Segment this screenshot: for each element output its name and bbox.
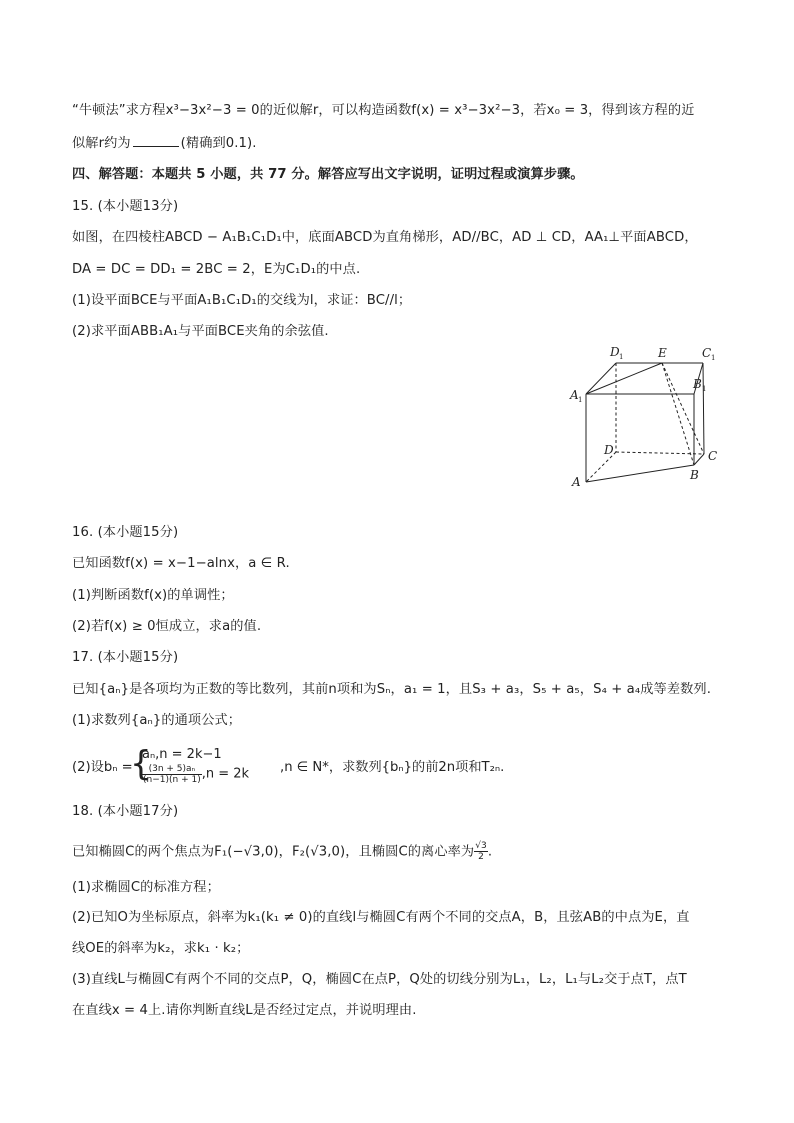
label-c: C <box>708 449 718 463</box>
answer-blank <box>133 133 179 147</box>
piecewise-brace: { <box>130 744 152 784</box>
question-18-part-2-line2: 线OE的斜率为k₂，求k₁ · k₂； <box>72 941 250 956</box>
label-b1: B <box>693 377 702 391</box>
fraction-numerator: √3 <box>475 841 487 851</box>
piecewise-case-1: aₙ,n = 2k−1 <box>142 747 222 762</box>
section-heading-4: 四、解答题：本题共 5 小题，共 77 分。解答应写出文字说明，证明过程或演算步骤。 <box>72 167 584 182</box>
label-e: E <box>658 346 667 360</box>
piecewise-case-2 <box>142 764 249 786</box>
fraction-numerator: (3n + 5)aₙ <box>142 764 202 775</box>
fill-in-question-line2 <box>72 133 257 154</box>
label-c1: C <box>702 346 712 360</box>
question-18-part-2-line1: (2)已知O为坐标原点，斜率为k₁(k₁ ≠ 0)的直线l与椭圆C有两个不同的交点A，B，且弦AB的中点为E，直 <box>72 910 690 925</box>
question-18-header: 18. (本小题17分) <box>72 804 179 819</box>
text: (精确到0.1). <box>180 136 257 151</box>
question-18-text <box>72 841 492 863</box>
text: 似解r约为 <box>72 136 131 151</box>
label-a: A <box>572 475 581 489</box>
label-a1: A <box>570 388 579 402</box>
question-17-header: 17. (本小题15分) <box>72 650 179 665</box>
question-17-part-1: (1)求数列{aₙ}的通项公式； <box>72 713 242 728</box>
question-18-part-1: (1)求椭圆C的标准方程； <box>72 880 220 895</box>
text: . <box>487 844 493 860</box>
text: 已知椭圆C的两个焦点为F₁(−√3,0)，F₂(√3,0)，且椭圆C的离心率为 <box>72 844 475 860</box>
label-d1: D <box>610 345 620 359</box>
question-15-part-2: (2)求平面ABB₁A₁与平面BCE夹角的余弦值. <box>72 324 329 339</box>
question-16-header: 16. (本小题15分) <box>72 525 179 540</box>
fraction-denominator: (n−1)(n + 1) <box>143 775 201 785</box>
case-2-condition: ,n = 2k <box>201 766 250 782</box>
question-15-text-2: DA = DC = DD₁ = 2BC = 2，E为C₁D₁的中点. <box>72 262 361 277</box>
question-15-text-1: 如图，在四棱柱ABCD − A₁B₁C₁D₁中，底面ABCD为直角梯形，AD//BC，AD ⊥ CD，AA₁⊥平面ABCD， <box>72 230 698 245</box>
prism-figure <box>566 340 736 490</box>
eccentricity-fraction <box>474 841 488 862</box>
label-c1-sub: 1 <box>711 354 716 362</box>
label-d: D <box>604 443 614 457</box>
question-16-part-2: (2)若f(x) ≥ 0恒成立，求a的值. <box>72 619 262 634</box>
fill-in-question-line1: “牛顿法”求方程x³−3x²−3 = 0的近似解r，可以构造函数f(x) = x³−3x²−3，若x₀ = 3，得到该方程的近 <box>72 103 695 118</box>
fraction-denominator: 2 <box>478 852 484 862</box>
question-16-text: 已知函数f(x) = x−1−alnx，a ∈ R. <box>72 556 290 571</box>
case-2-fraction <box>142 764 202 785</box>
label-b1-sub: 1 <box>702 385 707 393</box>
part-2-lead: (2)设bₙ = <box>72 760 133 775</box>
question-15-header: 15. (本小题13分) <box>72 199 179 214</box>
label-a1-sub: 1 <box>578 396 583 404</box>
question-17-text: 已知{aₙ}是各项均为正数的等比数列，其前n项和为Sₙ，a₁ = 1，且S₃ + a₃，S₅ + a₅，S₄ + a₄成等差数列. <box>72 682 711 697</box>
part-2-tail: ,n ∈ N*，求数列{bₙ}的前2n项和T₂ₙ. <box>280 760 505 775</box>
question-18-part-3-line2: 在直线x = 4上.请你判断直线L是否经过定点，并说明理由. <box>72 1003 417 1018</box>
question-16-part-1: (1)判断函数f(x)的单调性； <box>72 588 234 603</box>
label-d1-sub: 1 <box>619 353 624 361</box>
label-b: B <box>690 468 699 482</box>
question-15-part-1: (1)设平面BCE与平面A₁B₁C₁D₁的交线为l，求证：BC//l； <box>72 293 412 308</box>
question-18-part-3-line1: (3)直线L与椭圆C有两个不同的交点P，Q，椭圆C在点P，Q处的切线分别为L₁，L₂，L₁与L₂交于点T，点T <box>72 972 687 987</box>
